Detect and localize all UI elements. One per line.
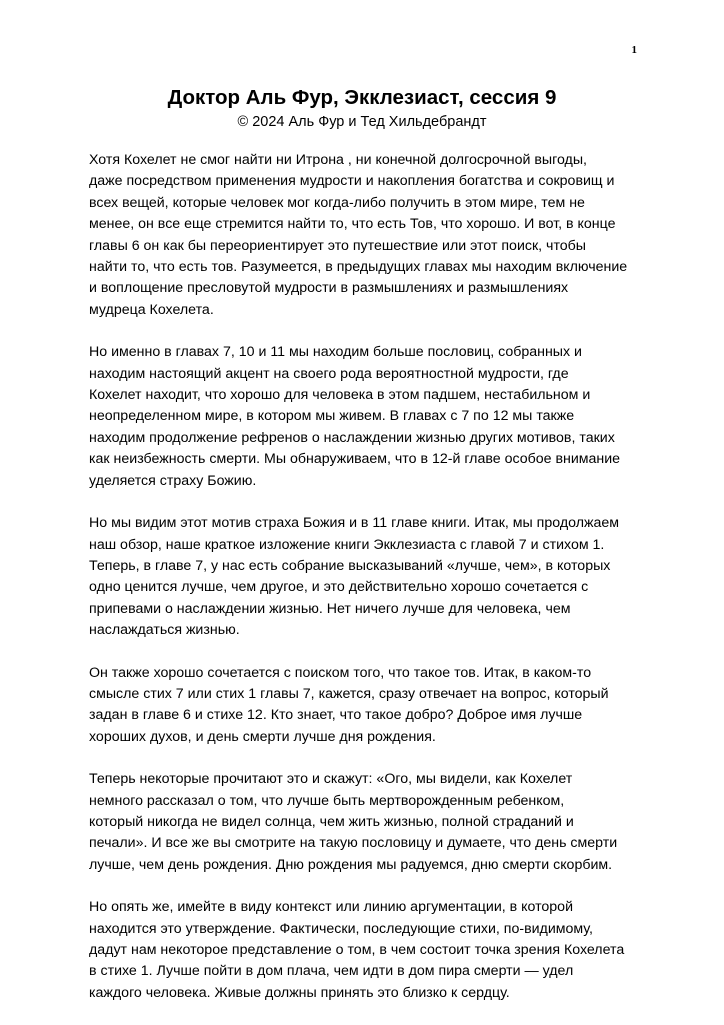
paragraph-line: смысле стих 7 или стих 1 главы 7, кажется, сразу отвечает на вопрос, который: [89, 685, 609, 702]
paragraph-line: печали». И все же вы смотрите на такую пословицу и думаете, что день смерти: [89, 835, 618, 852]
paragraph-line: немного рассказал о том, что лучше быть мертворожденным ребенком,: [89, 792, 565, 809]
paragraph-line: хороших духов, и день смерти лучше дня рождения.: [89, 728, 436, 745]
paragraph-line: который никогда не видел солнца, чем жить жизнью, полной страданий и: [89, 813, 574, 830]
document-body: [89, 150, 649, 1025]
paragraph-line: неопределенном мире, в котором мы живем. В главах с 7 по 12 мы также: [89, 408, 575, 425]
paragraph-line: Теперь некоторые прочитают это и скажут: «Ого, мы видели, как Кохелет: [89, 771, 573, 788]
paragraph-line: Он также хорошо сочетается с поиском того, что такое тов. Итак, в каком-то: [89, 664, 592, 681]
paragraph-line: даже посредством применения мудрости и накопления богатства и сокровищ и: [89, 173, 615, 190]
paragraph: [89, 150, 649, 321]
paragraph-line: лучше, чем день рождения. Дню рождения мы радуемся, дню смерти скорбим.: [89, 856, 613, 873]
paragraph-line: всех вещей, которые человек мог когда-либо получить в этом мире, тем не: [89, 194, 585, 211]
paragraph-line: Но опять же, имейте в виду контекст или линию аргументации, в которой: [89, 899, 574, 916]
paragraph: [89, 897, 649, 1004]
paragraph-line: находим настоящий акцент на своего рода вероятностной мудрости, где: [89, 365, 569, 382]
page-number: 1: [631, 44, 637, 56]
paragraph: [89, 663, 649, 749]
paragraph-line: находим продолжение рефренов о наслаждении жизнью других мотивов, таких: [89, 429, 615, 446]
paragraph-line: уделяется страху Божию.: [89, 472, 257, 489]
paragraph-line: в стихе 1. Лучше пойти в дом плача, чем идти в дом пира смерти — удел: [89, 963, 574, 980]
paragraph-line: задан в главе 6 и стихе 12. Кто знает, что такое добро? Доброе имя лучше: [89, 707, 583, 724]
paragraph-line: мудреца Кохелета.: [89, 301, 214, 318]
paragraph-line: припевами о наслаждении жизнью. Нет ничего лучше для человека, чем: [89, 600, 571, 617]
paragraph-line: наслаждаться жизнью.: [89, 622, 240, 639]
paragraph-line: главы 6 он как бы переориентирует это путешествие или этот поиск, чтобы: [89, 237, 587, 254]
paragraph-line: одно ценится лучше, чем другое, и это действительно хорошо сочетается с: [89, 579, 589, 596]
paragraph-line: найти то, что есть тов. Разумеется, в предыдущих главах мы находим включение: [89, 259, 628, 276]
paragraph: [89, 513, 649, 641]
paragraph-line: как неизбежность смерти. Мы обнаруживаем, что в 12-й главе особое внимание: [89, 451, 621, 468]
document-title: Доктор Аль Фур, Экклезиаст, сессия 9: [167, 86, 557, 109]
paragraph-line: находится это утверждение. Фактически, последующие стихи, по-видимому,: [89, 920, 593, 937]
document-subtitle: © 2024 Аль Фур и Тед Хильдебрандт: [237, 114, 487, 130]
paragraph-line: наш обзор, наше краткое изложение книги Экклезиаста с главой 7 и стихом 1.: [89, 536, 605, 553]
paragraph-line: дадут нам некоторое представление о том, в чем состоит точка зрения Кохелета: [89, 942, 625, 958]
paragraph-line: каждого человека. Живые должны принять это близко к сердцу.: [89, 984, 510, 1001]
paragraph-line: Но именно в главах 7, 10 и 11 мы находим больше пословиц, собранных и: [89, 344, 582, 361]
paragraph: [89, 769, 649, 876]
paragraph-line: Хотя Кохелет не смог найти ни Итрона , ни конечной долгосрочной выгоды,: [89, 152, 587, 168]
paragraph-line: Теперь, в главе 7, у нас есть собрание высказываний «лучше, чем», в которых: [89, 557, 611, 574]
paragraph-line: и воплощение пресловутой мудрости в размышлениях и размышлениях: [89, 280, 569, 297]
paragraph-line: Кохелет находит, что хорошо для человека в этом падшем, нестабильном и: [89, 387, 591, 404]
paragraph: [89, 342, 649, 492]
paragraph-line: менее, он все еще стремится найти то, что есть Тов, что хорошо. И вот, в конце: [89, 216, 616, 233]
paragraph-line: Но мы видим этот мотив страха Божия и в 11 главе книги. Итак, мы продолжаем: [89, 515, 619, 532]
